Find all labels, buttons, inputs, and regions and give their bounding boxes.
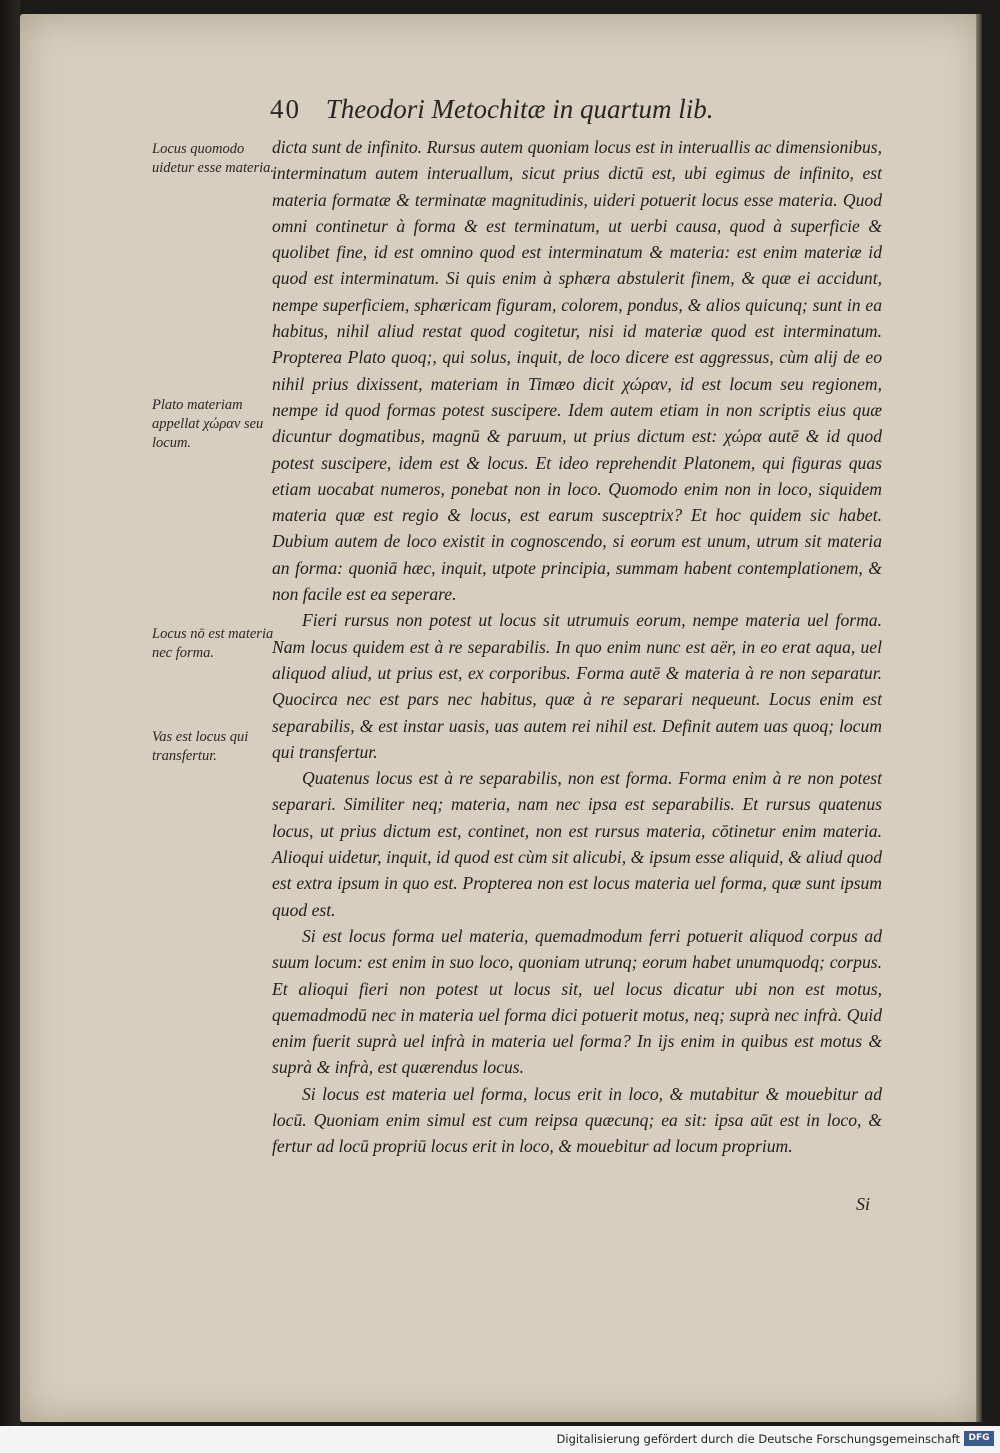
page-number: 40 <box>270 94 301 124</box>
paragraph: Quatenus locus est à re separabilis, non est forma. Forma enim à re non potest separari. Similiter neq; materia, nam nec ipsa est separabilis. Et rursus quatenus locus, ut prius dictum est, continet, non est rursus materia, cōtinetur enim materia. Alioqui uidetur, inquit, id quod est cùm sit alicubi, & ipsum esse aliquid, & aliud quod est extra ipsum in quo est. Propterea non est locus materia uel forma, quæ sunt ipsum quod est. <box>272 768 882 920</box>
paragraph: Si est locus forma uel materia, quemadmodum ferri potuerit aliquod corpus ad suum locum: est enim in suo loco, quoniam utrunq; eorum habet unumquodq; corpus. Et alioqui fieri non potest ut locus sit, uel locus dicatur ubi non est motus, quemadmodū nec in materia uel forma dici potuerit motus, neq; suprà nec infrà. Quid enim fuerit suprà uel infrà in materia uel forma? In ijs enim in quibus est motus & suprà & infrà, est quærendus locus. <box>272 925 882 1078</box>
running-header <box>270 94 910 125</box>
paragraph: Fieri rursus non potest ut locus sit utrumuis eorum, nempe materia uel forma. Nam locus quidem est à re separabilis. In quo enim nunc est aër, in eo erat aqua, uel aliquod aliud, ut prius est, ex corporibus. Forma autē & materia à re non separatur. Quocirca nec est pars nec habitus, quæ à re separari nequeunt. Locus enim est separabilis, & est instar uasis, uas autem rei nihil est. Definit autem uas quoq; locum qui transfertur. <box>272 610 882 762</box>
footer-credit: Digitalisierung gefördert durch die Deutsche Forschungsgemeinschaft <box>556 1432 960 1446</box>
book-binding <box>0 0 20 1426</box>
running-title: Theodori Metochitæ in quartum lib. <box>325 94 714 124</box>
catchword: Si <box>856 1194 871 1214</box>
paragraph: Si locus est materia uel forma, locus erit in loco, & mutabitur & mouebitur ad locū. Quoniam enim simul est cum reipsa quæcunq; ea sit: ipsa aūt est in loco, & fertur ad locū propriū locus erit in loco, & mouebitur ad locum proprium. <box>272 1083 882 1157</box>
margin-note: Locus quomodo uidetur esse materia. <box>152 141 275 176</box>
margin-note: Locus nō est materia nec forma. <box>152 626 274 661</box>
paragraph: dicta sunt de infinito. Rursus autem quoniam locus est in interuallis ac dimensionibus, interminatum autem interuallum, sicut prius dictū est, ubi egimus de infinito, est materia formatæ & terminatæ magnitudinis, uideri potuerit locus esse materia. Quod omni continetur à forma & est terminatum, ut uerbi causa, quod à superficie & quolibet fine, id est omnino quod est interminatum & materia: est enim materiæ id quod est interminatum. Si quis enim à sphæra abstulerit finem, & quæ ei accidunt, nempe superficiem, sphæricam figuram, colorem, pondus, & alios quicunq; sunt in ea habitus, nihil aliud restat quod cogitetur, nisi id materiæ quod est interminatum. Propterea Plato quoq;, qui solus, inquit, de loco dicere est aggressus, cùm alij de eo nihil prius dixissent, materiam in Timæo dicit χώραν, id est locum seu regionem, nempe id quod formas potest suscipere. Idem autem etiam in non scriptis eius quæ dicuntur dogmatibus, magnū & paruum, ut prius dictum est: χώρα autē & id quod potest suscipere, idem est & locus. Et ideo reprehendit Platonem, qui figuras quas etiam uocabat numeros, ponebat non in loco. Quomodo enim non in loco, siquidem materia quæ est regio & locus, est earum susceptrix? Et hoc quidem sic habet. Dubium autem de loco existit in cognoscendo, si eorum est unum, utrum sit materia an forma: quoniā hæc, inquit, utpote principia, summam habent contemplationem, & non facile est ea seperare. <box>272 137 882 605</box>
main-text <box>272 134 882 1160</box>
margin-note: Vas est locus qui transfertur. <box>152 729 249 764</box>
margin-note: Plato materiam appellat χώραν seu locum. <box>152 397 264 451</box>
dfg-logo-icon: DFG <box>964 1431 994 1446</box>
digitization-footer <box>0 1426 1000 1453</box>
page-edge <box>976 14 982 1422</box>
